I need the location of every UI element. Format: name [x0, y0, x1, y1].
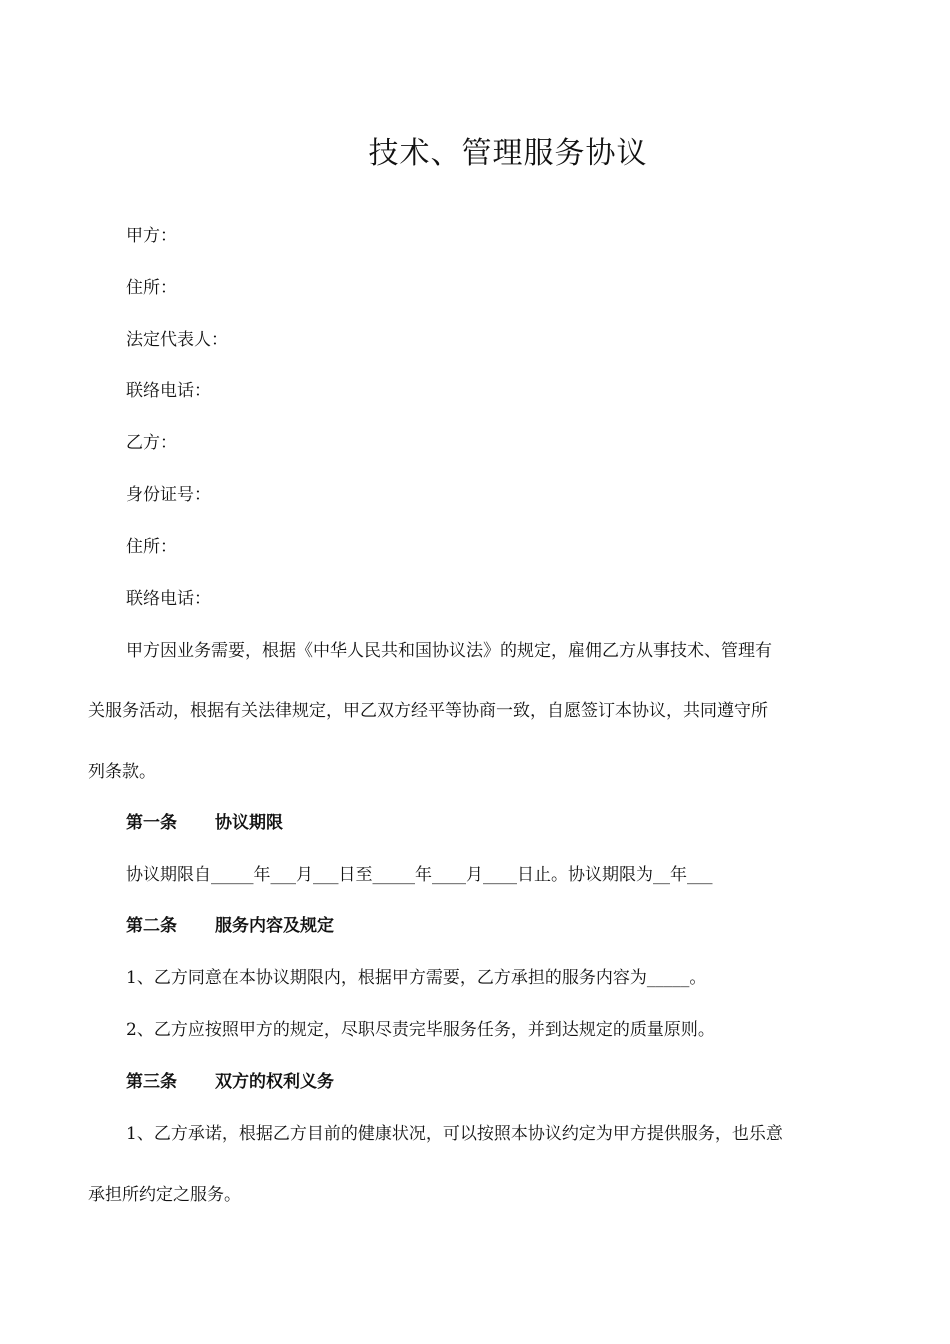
party-b-field: 乙方：	[126, 433, 177, 453]
document-title: 技术、管理服务协议	[368, 136, 648, 171]
preamble-line-3: 列条款。	[88, 762, 156, 782]
article-3-number: 第三条	[126, 1072, 177, 1092]
article-3-item-1-line-2: 承担所约定之服务。	[88, 1185, 241, 1205]
party-a-address-field: 住所：	[126, 278, 177, 298]
preamble-line-2: 关服务活动，根据有关法律规定，甲乙双方经平等协商一致，自愿签订本协议，共同遵守所	[88, 701, 768, 721]
article-1-heading	[126, 808, 283, 833]
article-3-item-1-line-1: 1、乙方承诺，根据乙方目前的健康状况，可以按照本协议约定为甲方提供服务，也乐意	[126, 1124, 783, 1144]
article-2-title: 服务内容及规定	[215, 916, 334, 936]
party-a-field: 甲方：	[126, 226, 177, 246]
article-1-term-line: 协议期限自_____年___月___日至_____年____月____日止。协议期限为__年___	[126, 865, 713, 885]
article-1-number: 第一条	[126, 813, 177, 833]
article-2-heading	[126, 911, 334, 936]
party-b-address-field: 住所：	[126, 537, 177, 557]
article-3-title: 双方的权利义务	[215, 1072, 334, 1092]
party-b-id-field: 身份证号：	[126, 485, 211, 505]
party-b-phone-field: 联络电话：	[126, 589, 211, 609]
article-3-heading	[126, 1067, 334, 1092]
article-2-item-2: 2、乙方应按照甲方的规定，尽职尽责完毕服务任务，并到达规定的质量原则。	[126, 1020, 715, 1040]
article-2-number: 第二条	[126, 916, 177, 936]
article-1-title: 协议期限	[215, 813, 283, 833]
article-2-item-1: 1、乙方同意在本协议期限内，根据甲方需要，乙方承担的服务内容为_____。	[126, 968, 707, 988]
party-a-phone-field: 联络电话：	[126, 381, 211, 401]
legal-representative-field: 法定代表人：	[126, 330, 228, 350]
preamble-line-1: 甲方因业务需要，根据《中华人民共和国协议法》的规定，雇佣乙方从事技术、管理有	[126, 641, 772, 661]
